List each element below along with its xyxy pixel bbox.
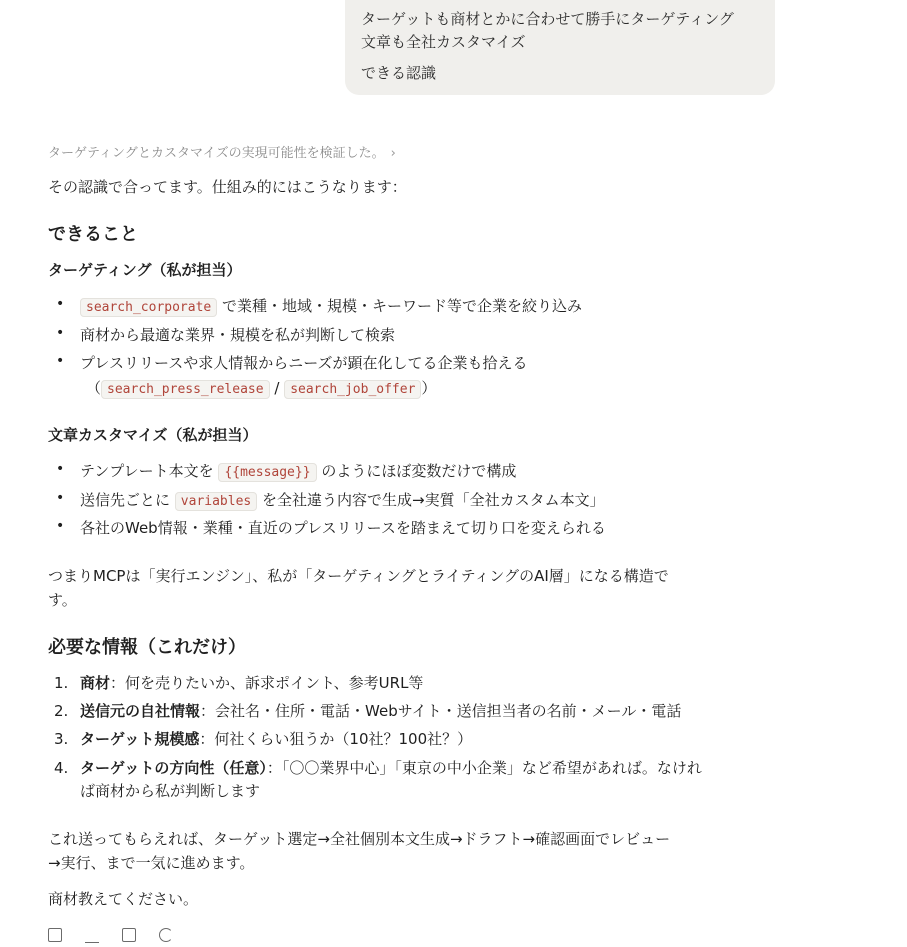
reply-intro: その認識で合ってます。仕組み的にはこうなります： xyxy=(48,178,407,196)
item-number: 4. xyxy=(54,759,69,777)
subheading-customize: 文章カスタマイズ（私が担当） xyxy=(48,426,258,444)
user-message-line: ターゲットも商材とかに合わせて勝手にターゲティング xyxy=(361,10,734,28)
list-item-text: で業種・地域・規模・キーワード等で企業を絞り込み xyxy=(222,297,583,315)
item-label: ターゲットの方向性（任意） xyxy=(80,759,267,777)
list-item-text: 送信先ごとに xyxy=(80,491,171,509)
chevron-right-icon: › xyxy=(390,146,396,161)
thumbs-down-icon[interactable] xyxy=(122,928,136,942)
inline-code: search_press_release xyxy=(101,380,270,399)
item-text: ：何社くらい狙うか（10社？100社？） xyxy=(199,730,473,748)
list-item-text: を全社違う内容で生成→実質「全社カスタム本文」 xyxy=(262,491,605,509)
item-label: ターゲット規模感 xyxy=(80,730,200,748)
summary-line: す。 xyxy=(48,591,77,609)
item-text: ：「〇〇業界中心」「東京の中小企業」など希望があれば。なけれ xyxy=(266,759,702,777)
closing-line: →実行、まで一気に進めます。 xyxy=(48,854,255,872)
subheading-targeting: ターゲティング（私が担当） xyxy=(48,261,242,279)
list-item-text: テンプレート本文を xyxy=(80,462,214,480)
paren: （ xyxy=(86,379,102,397)
copy-icon[interactable] xyxy=(48,928,62,942)
thinking-label: ターゲティングとカスタマイズの実現可能性を検証した。 xyxy=(48,146,385,161)
inline-code: {{message}} xyxy=(218,463,316,482)
retry-icon[interactable] xyxy=(159,928,173,942)
thinking-summary-toggle[interactable] xyxy=(48,144,396,164)
inline-code: variables xyxy=(175,492,257,511)
item-number: 3. xyxy=(54,730,69,748)
item-label: 商材 xyxy=(80,674,111,692)
item-text: ：会社名・住所・電話・Webサイト・送信担当者の名前・メール・電話 xyxy=(200,702,682,720)
inline-code: search_job_offer xyxy=(284,380,421,399)
item-text: ば商材から私が判断します xyxy=(80,782,261,800)
summary-line: つまりMCPは「実行エンジン」、私が「ターゲティングとライティングのAI層」になる構造で xyxy=(48,567,669,585)
item-label: 送信元の自社情報 xyxy=(80,702,201,720)
item-number: 1. xyxy=(54,674,69,692)
user-message-line: できる認識 xyxy=(361,64,437,82)
list-item-text: プレスリリースや求人情報からニーズが顕在化してる企業も拾える xyxy=(80,354,528,372)
section-heading-can: できること xyxy=(48,224,138,245)
closing-ask: 商材教えてください。 xyxy=(48,890,199,908)
item-number: 2. xyxy=(54,702,69,720)
user-message-bubble xyxy=(345,0,775,95)
section-heading-info: 必要な情報（これだけ） xyxy=(48,637,246,658)
list-item-text: 各社のWeb情報・業種・直近のプレスリリースを踏まえて切り口を変えられる xyxy=(80,519,606,537)
user-message-line: 文章も全社カスタマイズ xyxy=(361,33,526,51)
slash: / xyxy=(274,379,280,397)
paren: ） xyxy=(421,379,437,397)
message-actions xyxy=(48,928,191,947)
list-item-text: のようにほぼ変数だけで構成 xyxy=(321,462,517,480)
list-item-text: 商材から最適な業界・規模を私が判断して検索 xyxy=(80,326,396,344)
inline-code: search_corporate xyxy=(80,298,217,317)
item-text: ：何を売りたいか、訴求ポイント、参考URL等 xyxy=(110,674,424,692)
closing-line: これ送ってもらえれば、ターゲット選定→全社個別本文生成→ドラフト→確認画面でレビュー xyxy=(48,830,671,848)
